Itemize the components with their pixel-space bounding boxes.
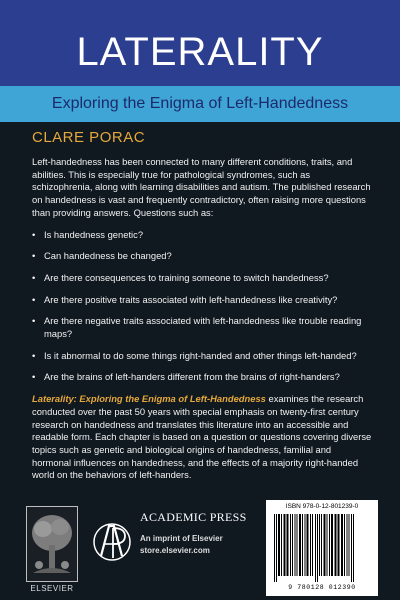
question-text: Are there positive traits associated with left-handedness like creativity? xyxy=(44,293,338,305)
question-item xyxy=(32,315,372,340)
store-url: store.elsevier.com xyxy=(140,546,210,555)
barcode-image xyxy=(272,514,372,582)
question-text: Are the brains of left-handers different from the brains of right-handers? xyxy=(44,371,340,383)
question-item xyxy=(32,250,372,263)
question-item xyxy=(32,272,372,285)
intro-paragraph: Left-handedness has been connected to many different conditions, traits, and abilities. This is especially true for pathological syndromes, such as schizophrenia, along with learning disabilities and autism. The published research on handedness is vast and frequently contradictory, often raising more questions than providing answers. Questions such as: xyxy=(32,156,371,218)
question-text: Is it abnormal to do some things right-handed and other things left-handed? xyxy=(44,349,357,361)
bullet-icon: • xyxy=(32,349,36,361)
description-lead: Laterality: Exploring the Enigma of Left-Handedness xyxy=(32,393,266,405)
bullet-icon: • xyxy=(32,271,36,283)
barcode-digits: 9 780128 012390 xyxy=(288,584,356,591)
back-cover-text xyxy=(32,156,372,482)
description-text: examines the research conducted over the past 50 years with special emphasis on twenty-first century research on handedness and translates this literature into an accessible and readable form. Each chapter is based on a question or questions covering diverse topics such as genetic and biological origins of handedness, familial and hormonal influences on handedness, and the effects of a majority right-handed world on the behaviors of left-handers. xyxy=(32,393,372,481)
isbn-text: ISBN 978-0-12-801239-0 xyxy=(285,503,359,510)
barcode-box xyxy=(266,500,378,596)
bullet-icon: • xyxy=(32,250,36,262)
author-name: CLARE PORAC xyxy=(32,129,146,146)
bullet-icon: • xyxy=(32,315,36,327)
question-text: Are there consequences to training someone to switch handedness? xyxy=(44,271,329,283)
question-text: Is handedness genetic? xyxy=(44,228,144,240)
question-item xyxy=(32,229,372,242)
bullet-icon: • xyxy=(32,228,36,240)
bullet-icon: • xyxy=(32,293,36,305)
question-item xyxy=(32,294,372,307)
bullet-icon: • xyxy=(32,371,36,383)
question-item xyxy=(32,350,372,363)
academic-press-ap-icon xyxy=(92,510,132,574)
imprint-text: An imprint of Elsevier xyxy=(140,534,223,543)
description-paragraph xyxy=(32,393,372,482)
book-subtitle: Exploring the Enigma of Left-Handedness xyxy=(51,95,349,112)
elsevier-label: ELSEVIER xyxy=(30,584,74,593)
academic-press-name: ACADEMIC PRESS xyxy=(140,510,247,524)
book-title: LATERALITY xyxy=(76,30,324,74)
question-item xyxy=(32,371,372,384)
question-text: Are there negative traits associated with left-handedness like trouble reading maps? xyxy=(44,315,362,340)
question-text: Can handedness be changed? xyxy=(44,250,172,262)
publisher-footer xyxy=(0,498,400,598)
elsevier-tree-icon xyxy=(26,506,78,582)
question-list xyxy=(32,229,372,385)
